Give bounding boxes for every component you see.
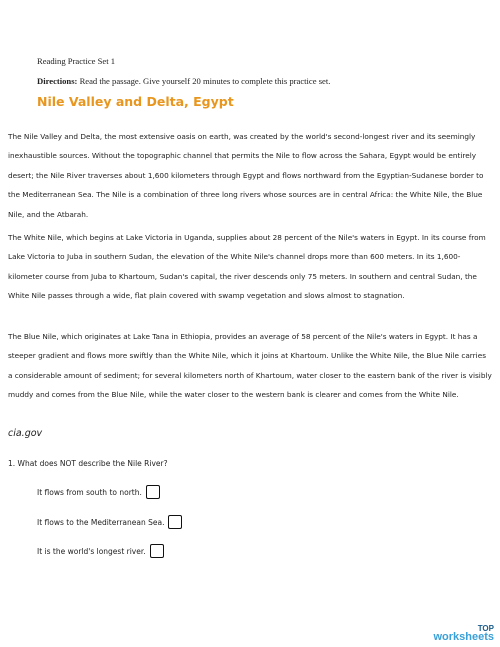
answer-option-label: It flows from south to north. <box>37 487 142 497</box>
answer-checkbox[interactable] <box>168 515 182 529</box>
source-citation: cia.gov <box>8 428 43 439</box>
logo-top-text: TOP <box>477 624 494 633</box>
topworksheets-logo <box>433 625 494 643</box>
answer-option-3[interactable] <box>37 544 164 558</box>
passage-paragraph-2: The White Nile, which begins at Lake Victoria in Uganda, supplies about 28 percent of the Nile's waters in Egypt. In its course from Lake Victoria to Juba in southern Sudan, the elevation of the White Nile's channel drops more than 600 meters. In its 1,600-kilometer course from Juba to Khartoum, Sudan's capital, the river descends only 75 meters. In southern and central Sudan, the White Nile passes through a wide, flat plain covered with swamp vegetation and slows almost to stagnation. <box>8 233 486 301</box>
question-1: 1. What does NOT describe the Nile River? <box>8 459 168 468</box>
answer-option-label: It flows to the Mediterranean Sea. <box>37 517 165 527</box>
answer-option-label: It is the world's longest river. <box>37 546 146 556</box>
directions-label: Directions: <box>37 76 78 86</box>
answer-option-2[interactable] <box>37 515 182 529</box>
practice-set-label: Reading Practice Set 1 <box>37 56 116 66</box>
passage-paragraph-3: The Blue Nile, which originates at Lake Tana in Ethiopia, provides an average of 58 percent of the Nile's waters in Egypt. It has a steeper gradient and flows more swiftly than the White Nile, which it joins at Khartoum. Unlike the White Nile, the Blue Nile carries a considerable amount of sediment; for several kilometers north of Khartoum, water closer to the eastern bank of the river is visibly muddy and comes from the Blue Nile, while the water closer to the western bank is clearer and comes from the White Nile. <box>8 332 492 400</box>
logo-worksheets-text: worksheets <box>433 631 494 643</box>
passage-title: Nile Valley and Delta, Egypt <box>37 94 234 109</box>
answer-option-1[interactable] <box>37 485 160 499</box>
directions <box>37 76 330 86</box>
passage-paragraph-1: The Nile Valley and Delta, the most extensive oasis on earth, was created by the world's second-longest river and its seemingly inexhaustible sources. Without the topographic channel that permits the Nile to flow across the Sahara, Egypt would be entirely desert; the Nile River traverses about 1,600 kilometers through Egypt and flows northward from the Egyptian-Sudanese border to the Mediterranean Sea. The Nile is a combination of three long rivers whose sources are in central Africa: the White Nile, the Blue Nile, and the Atbarah. <box>8 132 484 219</box>
directions-text: Read the passage. Give yourself 20 minutes to complete this practice set. <box>77 76 331 86</box>
answer-checkbox[interactable] <box>146 485 160 499</box>
answer-checkbox[interactable] <box>150 544 164 558</box>
